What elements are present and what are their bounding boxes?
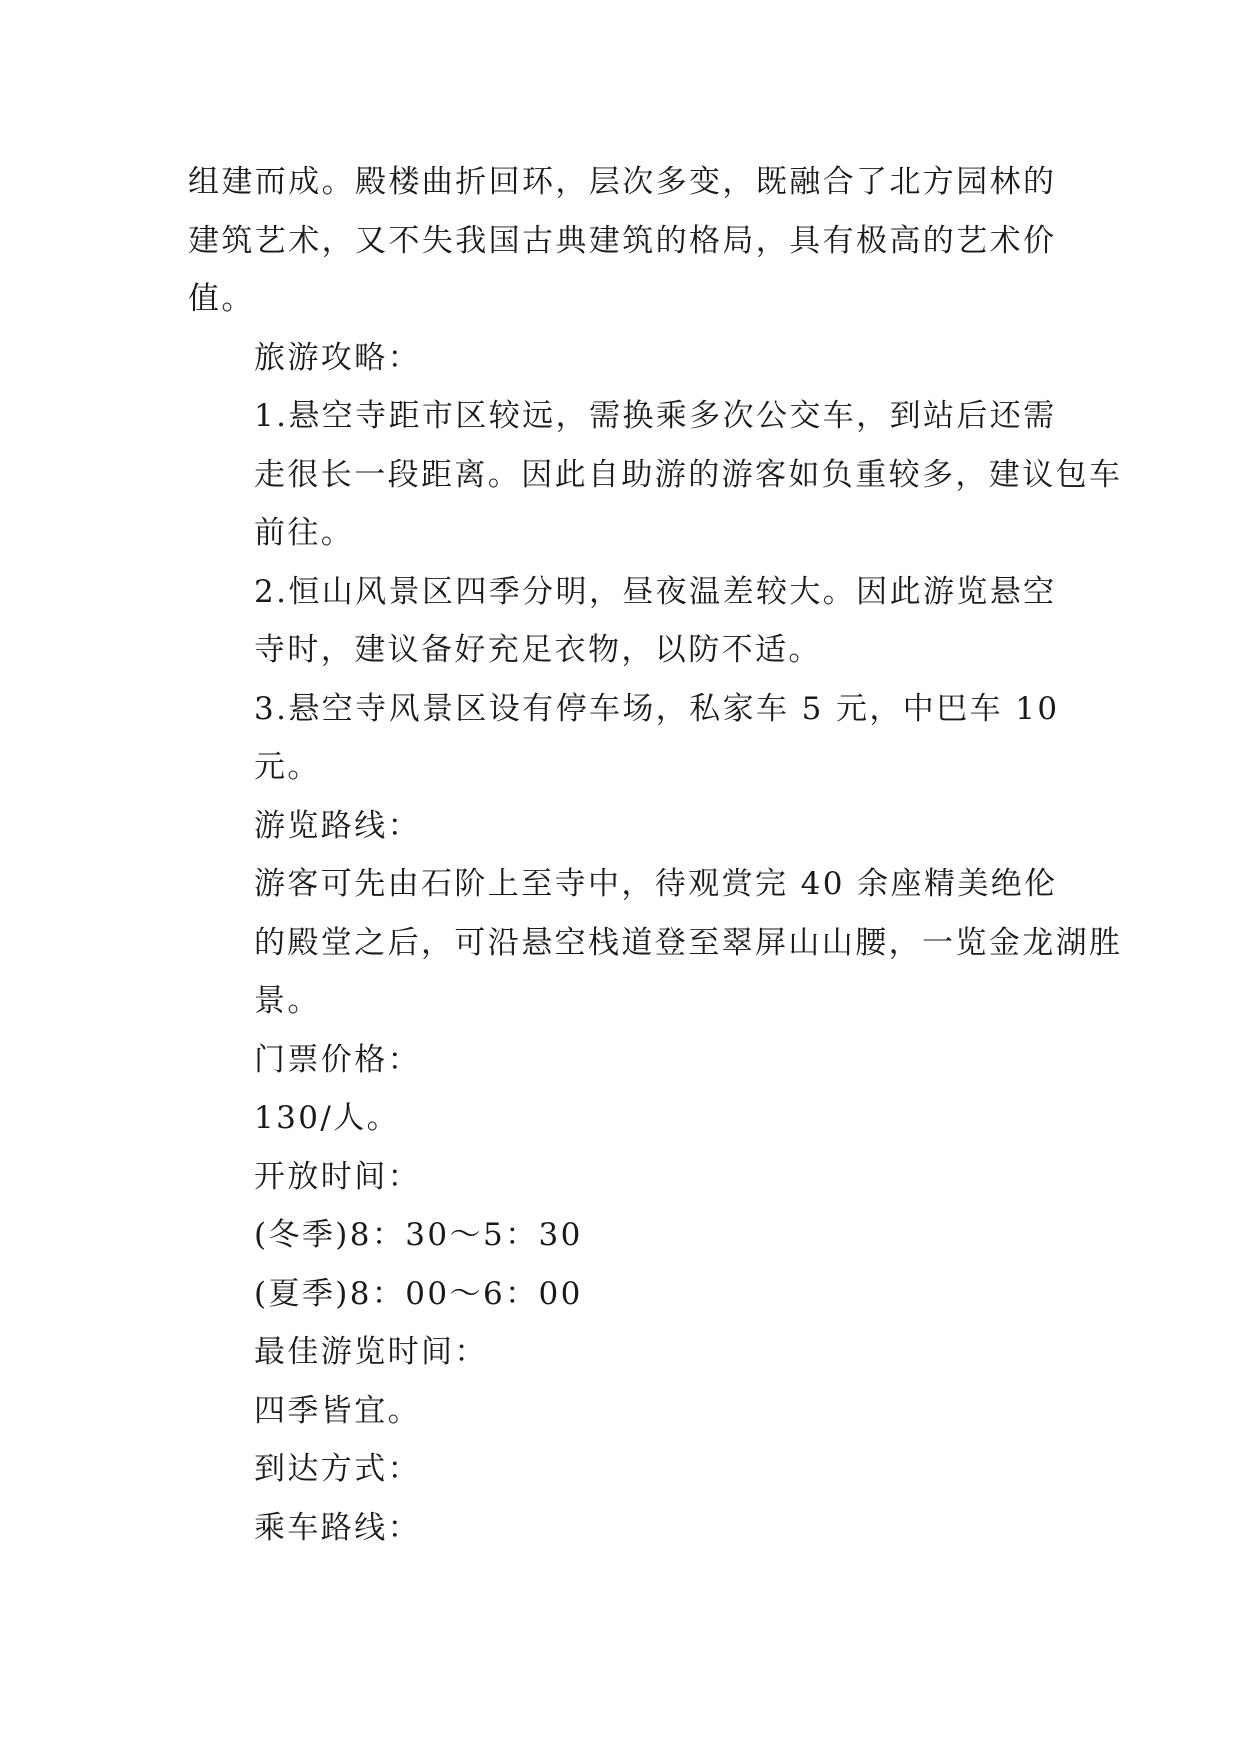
text-hours-winter	[188, 1206, 1058, 1265]
text-line: 开放时间：	[254, 1158, 421, 1195]
text-line: (夏季)8：00～6：00	[254, 1275, 583, 1312]
text-line: 四季皆宜。	[254, 1392, 421, 1429]
text-line: 建筑艺术，又不失我国古典建筑的格局，具有极高的艺术价	[188, 222, 1057, 259]
text-line: 最佳游览时间：	[254, 1334, 488, 1370]
paragraph-tip-3	[188, 680, 1058, 797]
text-ticket-price	[188, 1089, 1058, 1148]
text-line: 景。	[254, 983, 321, 1019]
text-line: 3.悬空寺风景区设有停车场，私家车 5 元，中巴车 10	[254, 690, 1060, 727]
heading-travel-guide	[188, 329, 1058, 388]
text-line: 的殿堂之后，可沿悬空栈道登至翠屏山山腰，一览金龙湖胜	[254, 924, 1123, 961]
text-line: 元。	[254, 749, 321, 785]
text-line: 寺时，建议备好充足衣物，以防不适。	[254, 632, 822, 668]
paragraph-tour-route	[188, 855, 1123, 1031]
text-line: 1.悬空寺距市区较远，需换乘多次公交车，到站后还需	[254, 398, 1057, 434]
document-body	[188, 153, 1123, 1557]
text-hours-summer	[188, 1265, 1058, 1324]
text-line: 门票价格：	[254, 1041, 421, 1078]
text-line: 游客可先由石阶上至寺中，待观赏完 40 余座精美绝伦	[254, 866, 1058, 902]
heading-how-to-arrive	[188, 1440, 1058, 1499]
text-line: (冬季)8：30～5：30	[254, 1217, 583, 1253]
text-line: 到达方式：	[254, 1451, 421, 1487]
paragraph-tip-2	[188, 563, 1058, 680]
text-line: 值。	[188, 281, 255, 317]
heading-best-time	[188, 1323, 1058, 1382]
paragraph-intro-continuation	[188, 153, 1058, 329]
heading-ticket-price	[188, 1031, 1058, 1090]
text-line: 走很长一段距离。因此自助游的游客如负重较多，建议包车	[254, 456, 1123, 493]
heading-bus-route	[188, 1499, 1058, 1558]
text-line: 游览路线：	[254, 807, 421, 844]
text-line: 130/人。	[254, 1100, 401, 1136]
paragraph-tip-1	[188, 387, 1123, 563]
text-line: 组建而成。殿楼曲折回环，层次多变，既融合了北方园林的	[188, 164, 1057, 200]
heading-tour-route	[188, 797, 1058, 856]
text-line: 前往。	[254, 515, 355, 551]
text-best-time	[188, 1382, 1058, 1441]
text-line: 2.恒山风景区四季分明，昼夜温差较大。因此游览悬空	[254, 573, 1057, 610]
text-line: 乘车路线：	[254, 1509, 421, 1546]
text-line: 旅游攻略：	[254, 339, 421, 376]
heading-opening-hours	[188, 1148, 1058, 1207]
